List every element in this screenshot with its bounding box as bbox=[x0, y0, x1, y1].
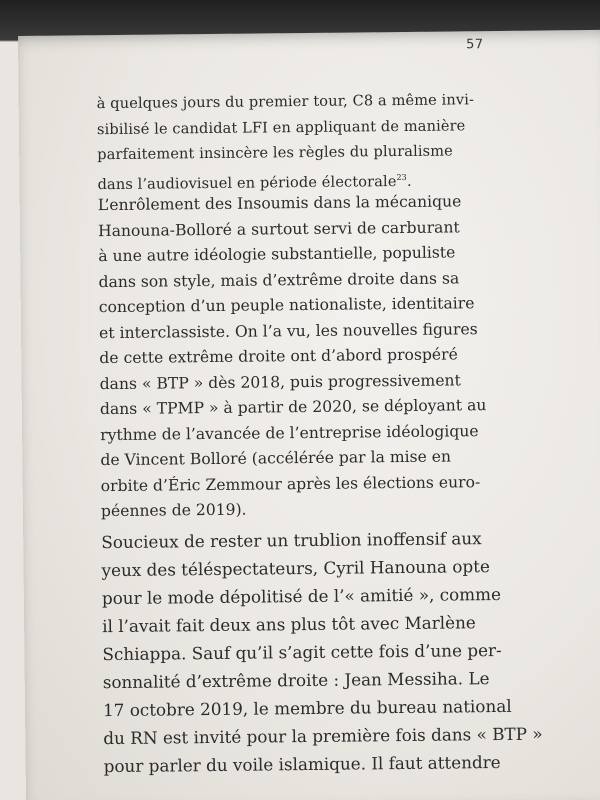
text-line: 17 octobre 2019, le membre du bureau national bbox=[102, 695, 512, 720]
text-line: parfaitement insincère les règles du pluralisme bbox=[97, 142, 453, 164]
text-line: de cette extrême droite ont d’abord prospéré bbox=[99, 345, 458, 368]
book-page bbox=[18, 30, 600, 800]
text-line: dans son style, mais d’extrême droite dans sa bbox=[98, 268, 460, 291]
text-line: et interclassiste. On l’a vu, les nouvelles figures bbox=[99, 319, 478, 342]
paragraph-3 bbox=[101, 523, 544, 780]
text-line: à quelques jours du premier tour, C8 a même invi- bbox=[96, 91, 475, 113]
text-line: du RN est invité pour la première fois dans « BTP » bbox=[103, 723, 543, 748]
text-line: pour le mode dépolitisé de l’« amitié », comme bbox=[101, 583, 502, 608]
text-line: L’enrôlement des Insoumis dans la mécanique bbox=[97, 192, 462, 215]
text-line: sibilisé le candidat LFI en appliquant de manière bbox=[96, 116, 466, 138]
text-line: Hanouna-Bolloré a surtout servi de carburant bbox=[97, 217, 460, 240]
paragraph-1 bbox=[97, 87, 538, 194]
text-line: rythme de l’avancée de l’entreprise idéologique bbox=[100, 421, 479, 444]
text-line: il l’avait fait deux ans plus tôt avec Marlène bbox=[102, 611, 476, 636]
text-line-content: dans l’audiovisuel en période électorale bbox=[97, 172, 397, 193]
text-line: pour parler du voile islamique. Il faut attendre bbox=[103, 751, 501, 776]
text-line: conception d’un peuple nationaliste, identitaire bbox=[98, 294, 475, 317]
paragraph-2 bbox=[98, 189, 541, 525]
text-line: Schiappa. Sauf qu’il s’agit cette fois d’une per- bbox=[102, 639, 502, 664]
text-line: sonnalité d’extrême droite : Jean Messiha. Le bbox=[102, 667, 490, 692]
text-line: yeux des téléspectateurs, Cyril Hanouna opte bbox=[101, 555, 490, 580]
page-number: 57 bbox=[466, 37, 484, 53]
body-text bbox=[97, 87, 544, 780]
text-line: dans l’audiovisuel en période électorale$^{23}$. bbox=[97, 172, 412, 193]
text-line: Soucieux de rester un trublion inoffensif aux bbox=[101, 527, 482, 552]
footnote-marker: 23 bbox=[396, 172, 407, 182]
text-line: dans « TPMP » à partir de 2020, se déployant au bbox=[99, 396, 487, 419]
text-line: à une autre idéologie substantielle, populiste bbox=[98, 243, 456, 266]
text-line: de Vincent Bolloré (accélérée par la mise en bbox=[100, 447, 452, 470]
text-line: dans « BTP » dès 2018, puis progressivement bbox=[99, 370, 461, 393]
text-line: orbite d’Éric Zemmour après les élections euro- bbox=[100, 472, 481, 495]
text-line: péennes de 2019). bbox=[100, 500, 247, 521]
